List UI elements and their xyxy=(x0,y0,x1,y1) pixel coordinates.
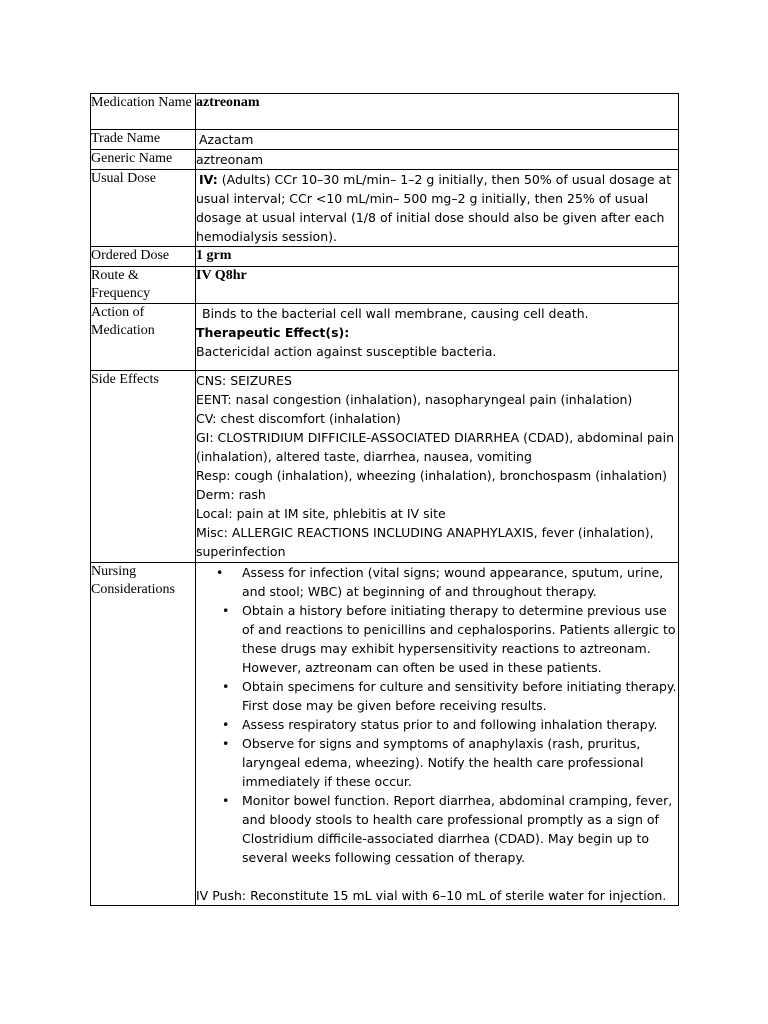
nursing-item: • Obtain a history before initiating therapy to determine previous use of and reactions to penicillins and cephalosporins. Patients allergic to these drugs may exhibit hypersensitivity reactions to aztreonam. However, aztreonam can often be used in these patients. xyxy=(242,601,678,677)
label-generic-name: Generic Name xyxy=(91,150,196,170)
side-effect-line: Resp: cough (inhalation), wheezing (inhalation), bronchospasm (inhalation) xyxy=(196,468,668,483)
value-side-effects xyxy=(196,371,679,563)
value-nursing-considerations xyxy=(196,563,679,906)
nursing-list xyxy=(196,563,678,867)
usual-dose-route: IV: xyxy=(199,172,218,187)
value-trade-name xyxy=(196,130,679,150)
usual-dose-text: (Adults) CCr 10–30 mL/min– 1–2 g initially, then 50% of usual dosage at usual interval; CCr <10 mL/min– 500 mg–2 g initially, then 25% of usual dosage at usual interval (1/8 of initial dose should also be given after each hemodialysis session). xyxy=(196,172,672,244)
row-route-frequency xyxy=(91,267,679,304)
label-usual-dose: Usual Dose xyxy=(91,170,196,247)
row-action xyxy=(91,304,679,371)
nursing-item: • Assess for infection (vital signs; wound appearance, sputum, urine, and stool; WBC) at beginning of and throughout therapy. xyxy=(242,563,678,601)
side-effect-line: EENT: nasal congestion (inhalation), nasopharyngeal pain (inhalation) xyxy=(196,392,633,407)
label-trade-name: Trade Name xyxy=(91,130,196,150)
value-ordered-dose: 1 grm xyxy=(196,247,679,267)
value-generic-name: aztreonam xyxy=(196,150,679,170)
iv-push-instruction: IV Push: Reconstitute 15 mL vial with 6–10 mL of sterile water for injection. xyxy=(196,888,667,903)
side-effect-line: Derm: rash xyxy=(196,487,266,502)
row-generic-name xyxy=(91,150,679,170)
value-usual-dose xyxy=(196,170,679,247)
side-effect-line: Local: pain at IM site, phlebitis at IV site xyxy=(196,506,446,521)
label-ordered-dose: Ordered Dose xyxy=(91,247,196,267)
row-trade-name xyxy=(91,130,679,150)
spacer xyxy=(196,867,678,886)
action-text: Binds to the bacterial cell wall membrane, causing cell death. xyxy=(202,306,589,321)
row-ordered-dose xyxy=(91,247,679,267)
label-route-frequency: Route & Frequency xyxy=(91,267,196,304)
trade-name-text: Azactam xyxy=(199,132,254,147)
therapeutic-effect-text: Bactericidal action against susceptible bacteria. xyxy=(196,344,497,359)
nursing-item: • Observe for signs and symptoms of anaphylaxis (rash, pruritus, laryngeal edema, wheezing). Notify the health care professional immediately if these occur. xyxy=(242,734,678,791)
value-action xyxy=(196,304,679,371)
row-nursing-considerations xyxy=(91,563,679,906)
therapeutic-effect-heading: Therapeutic Effect(s): xyxy=(196,325,350,340)
value-medication-name: aztreonam xyxy=(196,94,679,130)
row-medication-name xyxy=(91,94,679,130)
side-effect-line: CNS: SEIZURES xyxy=(196,373,292,388)
drug-card-table xyxy=(90,93,679,906)
side-effect-line: CV: chest discomfort (inhalation) xyxy=(196,411,401,426)
side-effect-line: GI: CLOSTRIDIUM DIFFICILE-ASSOCIATED DIARRHEA (CDAD), abdominal pain (inhalation), altered taste, diarrhea, nausea, vomiting xyxy=(196,430,674,464)
side-effect-line: Misc: ALLERGIC REACTIONS INCLUDING ANAPHYLAXIS, fever (inhalation), superinfection xyxy=(196,525,654,559)
label-medication-name: Medication Name xyxy=(91,94,196,130)
nursing-item: • Monitor bowel function. Report diarrhea, abdominal cramping, fever, and bloody stools to health care professional promptly as a sign of Clostridium difficile-associated diarrhea (CDAD). May begin up to several weeks following cessation of therapy. xyxy=(242,791,678,867)
label-side-effects: Side Effects xyxy=(91,371,196,563)
value-route-frequency: IV Q8hr xyxy=(196,267,679,304)
row-usual-dose xyxy=(91,170,679,247)
nursing-item: • Assess respiratory status prior to and following inhalation therapy. xyxy=(242,715,678,734)
nursing-item: • Obtain specimens for culture and sensitivity before initiating therapy. First dose may be given before receiving results. xyxy=(242,677,678,715)
label-action: Action of Medication xyxy=(91,304,196,371)
row-side-effects xyxy=(91,371,679,563)
label-nursing-considerations: Nursing Considerations xyxy=(91,563,196,906)
